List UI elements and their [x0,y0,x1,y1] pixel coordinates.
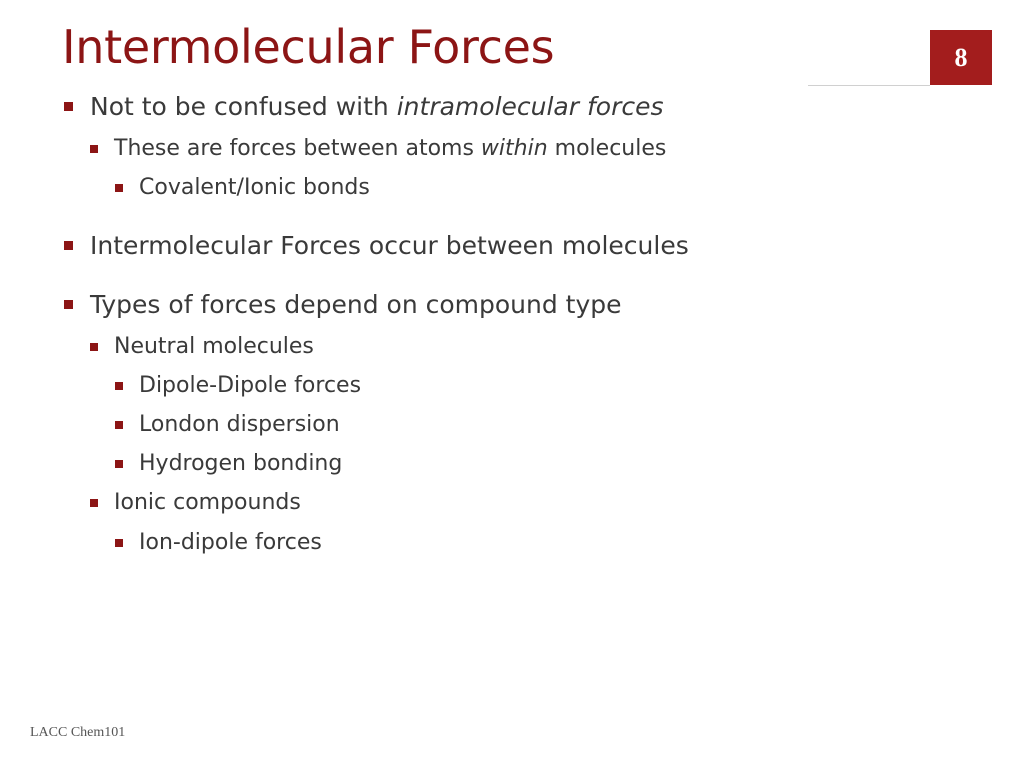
bullet-level-2 [90,490,301,515]
bullet-level-2 [90,136,666,161]
bullet-level-3 [115,373,361,398]
slide-footer: LACC Chem101 [30,725,126,740]
bullet-text: Covalent/Ionic bonds [139,175,370,200]
square-bullet-icon [64,102,73,111]
bullet-text: These are forces between atoms within molecules [114,136,667,161]
square-bullet-icon [64,300,73,309]
square-bullet-icon [90,145,98,153]
bullet-text: Dipole-Dipole forces [139,373,362,398]
bullet-text: Intermolecular Forces occur between molecules [90,231,689,260]
bullet-level-1 [64,290,622,319]
square-bullet-icon [90,499,98,507]
bullet-level-3 [115,530,322,555]
bullet-text: Hydrogen bonding [139,451,343,476]
bullet-text: Types of forces depend on compound type [90,290,622,319]
square-bullet-icon [115,382,123,390]
square-bullet-icon [115,460,123,468]
page-number-badge: 8 [930,30,992,85]
bullet-text: Not to be confused with intramolecular forces [90,92,664,121]
bullet-text: Ion-dipole forces [139,530,322,555]
bullet-level-1 [64,231,689,260]
square-bullet-icon [90,343,98,351]
bullet-text: London dispersion [139,412,340,437]
bullet-text: Neutral molecules [114,334,314,359]
bullet-level-3 [115,412,340,437]
bullet-level-3 [115,451,342,476]
bullet-level-1 [64,92,664,121]
bullet-level-2 [90,334,314,359]
header-divider [808,85,930,86]
square-bullet-icon [115,184,123,192]
square-bullet-icon [64,241,73,250]
bullet-level-3 [115,175,370,200]
square-bullet-icon [115,421,123,429]
bullet-text: Ionic compounds [114,490,301,515]
slide-title: Intermolecular Forces [62,20,555,74]
square-bullet-icon [115,539,123,547]
